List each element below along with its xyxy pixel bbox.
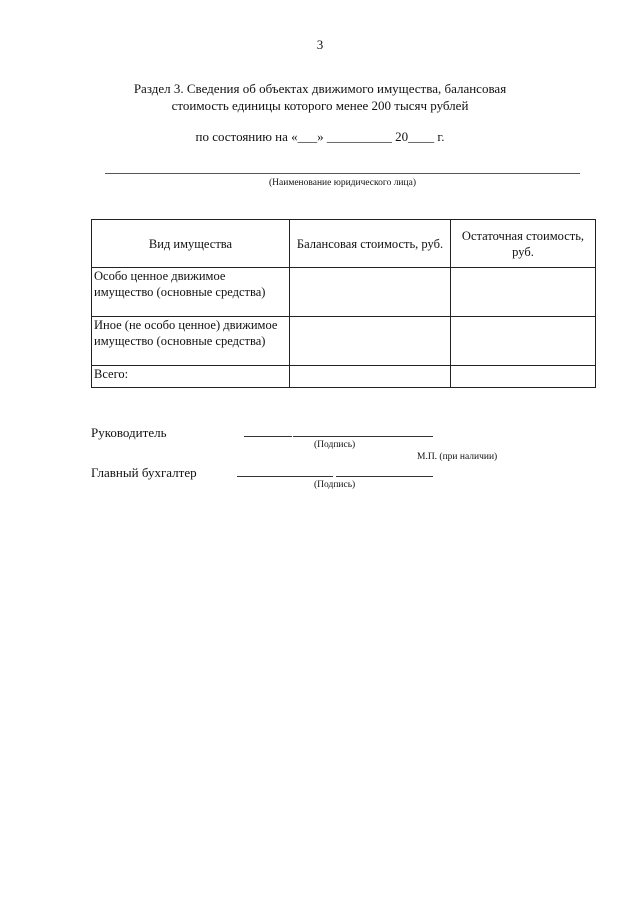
accountant-signature-line-short xyxy=(237,476,333,477)
residual-cell xyxy=(451,366,596,388)
accountant-signature-caption: (Подпись) xyxy=(314,480,356,490)
section-title-line-1: Раздел 3. Сведения об объектах движимого имущества, балансовая xyxy=(133,81,507,96)
header-property-type: Вид имущества xyxy=(92,220,290,268)
balance-cell xyxy=(290,268,451,317)
balance-cell xyxy=(290,317,451,366)
head-signature-caption: (Подпись) xyxy=(314,440,356,450)
row-label: Всего: xyxy=(92,366,290,388)
header-residual-value: Остаточная стоимость, руб. xyxy=(451,220,596,268)
header-balance-value: Балансовая стоимость, руб. xyxy=(290,220,451,268)
org-name-caption: (Наименование юридического лица) xyxy=(269,178,416,188)
residual-cell xyxy=(451,317,596,366)
residual-cell xyxy=(451,268,596,317)
table-row xyxy=(92,317,596,366)
page-number: 3 xyxy=(316,37,324,52)
head-label: Руководитель xyxy=(91,425,167,440)
table-header-row xyxy=(92,220,596,268)
table-row-total xyxy=(92,366,596,388)
table-row xyxy=(92,268,596,317)
accountant-label: Главный бухгалтер xyxy=(91,465,197,480)
stamp-caption: М.П. (при наличии) xyxy=(417,452,498,462)
section-title xyxy=(60,80,580,114)
head-signature-line-short xyxy=(244,436,292,437)
property-table xyxy=(91,219,596,388)
row-label: Иное (не особо ценное) движимое имущество (основные средства) xyxy=(92,317,290,366)
org-name-line xyxy=(105,173,580,174)
head-signature-line xyxy=(293,436,433,437)
as-of-date: по состоянию на «___» __________ 20____ г. xyxy=(195,129,445,144)
section-title-line-2: стоимость единицы которого менее 200 тысяч рублей xyxy=(171,98,469,113)
row-label: Особо ценное движимое имущество (основные средства) xyxy=(92,268,290,317)
balance-cell xyxy=(290,366,451,388)
accountant-signature-line xyxy=(336,476,433,477)
